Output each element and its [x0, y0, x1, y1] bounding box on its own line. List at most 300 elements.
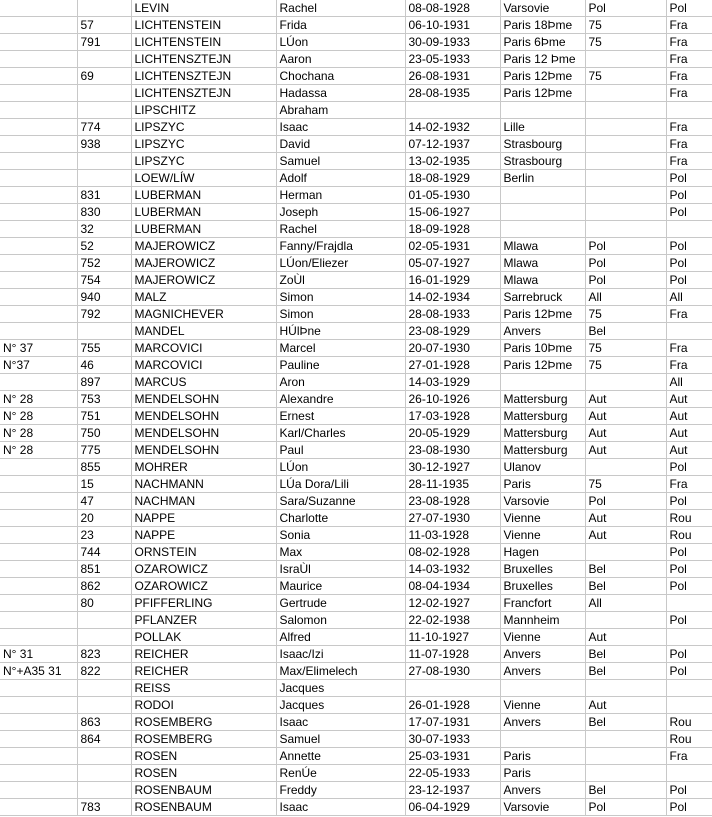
nationality-cell[interactable]: Fra — [666, 119, 712, 136]
nationality-cell[interactable]: Fra — [666, 476, 712, 493]
firstname-cell[interactable]: Alfred — [276, 629, 405, 646]
birthdate-cell[interactable]: 23-08-1929 — [405, 323, 500, 340]
firstname-cell[interactable]: Hadassa — [276, 85, 405, 102]
surname-cell[interactable]: LICHTENSZTEJN — [131, 51, 276, 68]
birthdate-cell[interactable]: 30-12-1927 — [405, 459, 500, 476]
birthdate-cell[interactable]: 15-06-1927 — [405, 204, 500, 221]
birthplace-cell[interactable] — [500, 374, 585, 391]
birthdate-cell[interactable]: 26-08-1931 — [405, 68, 500, 85]
number-cell[interactable]: 15 — [77, 476, 131, 493]
birthplace-cell[interactable]: Paris — [500, 476, 585, 493]
surname-cell[interactable]: MARCOVICI — [131, 357, 276, 374]
birthplace-cell[interactable]: Vienne — [500, 629, 585, 646]
birthdate-cell[interactable]: 14-02-1932 — [405, 119, 500, 136]
number-cell[interactable] — [77, 170, 131, 187]
nationality-cell[interactable] — [666, 595, 712, 612]
number-cell[interactable] — [77, 323, 131, 340]
birthdate-cell[interactable]: 07-12-1937 — [405, 136, 500, 153]
number-cell[interactable]: 755 — [77, 340, 131, 357]
firstname-cell[interactable]: Samuel — [276, 731, 405, 748]
birthplace-cell[interactable]: Mattersburg — [500, 391, 585, 408]
firstname-cell[interactable]: Pauline — [276, 357, 405, 374]
region-cell[interactable]: All — [585, 595, 666, 612]
number-cell[interactable]: 750 — [77, 425, 131, 442]
firstname-cell[interactable]: Frida — [276, 17, 405, 34]
birthdate-cell[interactable]: 14-02-1934 — [405, 289, 500, 306]
surname-cell[interactable]: LICHTENSTEIN — [131, 17, 276, 34]
firstname-cell[interactable]: LÚon — [276, 459, 405, 476]
surname-cell[interactable]: MENDELSOHN — [131, 425, 276, 442]
nationality-cell[interactable]: Pol — [666, 187, 712, 204]
firstname-cell[interactable]: Freddy — [276, 782, 405, 799]
region-cell[interactable]: Bel — [585, 782, 666, 799]
birthplace-cell[interactable] — [500, 187, 585, 204]
note-cell[interactable] — [0, 17, 77, 34]
birthplace-cell[interactable]: Paris 12Þme — [500, 306, 585, 323]
surname-cell[interactable]: ROSEN — [131, 765, 276, 782]
birthdate-cell[interactable]: 01-05-1930 — [405, 187, 500, 204]
region-cell[interactable]: 75 — [585, 17, 666, 34]
birthplace-cell[interactable]: Anvers — [500, 714, 585, 731]
nationality-cell[interactable] — [666, 697, 712, 714]
birthplace-cell[interactable]: Mattersburg — [500, 425, 585, 442]
birthplace-cell[interactable]: Anvers — [500, 646, 585, 663]
nationality-cell[interactable]: All — [666, 289, 712, 306]
birthplace-cell[interactable]: Anvers — [500, 323, 585, 340]
birthplace-cell[interactable] — [500, 204, 585, 221]
nationality-cell[interactable]: Pol — [666, 204, 712, 221]
birthdate-cell[interactable]: 08-08-1928 — [405, 0, 500, 17]
region-cell[interactable] — [585, 221, 666, 238]
note-cell[interactable] — [0, 748, 77, 765]
note-cell[interactable] — [0, 51, 77, 68]
note-cell[interactable] — [0, 187, 77, 204]
note-cell[interactable] — [0, 272, 77, 289]
birthdate-cell[interactable]: 11-07-1928 — [405, 646, 500, 663]
birthdate-cell[interactable]: 22-02-1938 — [405, 612, 500, 629]
region-cell[interactable]: Bel — [585, 578, 666, 595]
note-cell[interactable] — [0, 289, 77, 306]
number-cell[interactable]: 23 — [77, 527, 131, 544]
region-cell[interactable] — [585, 374, 666, 391]
surname-cell[interactable]: MAJEROWICZ — [131, 255, 276, 272]
firstname-cell[interactable]: RenÚe — [276, 765, 405, 782]
surname-cell[interactable]: MAJEROWICZ — [131, 238, 276, 255]
surname-cell[interactable]: REISS — [131, 680, 276, 697]
region-cell[interactable]: Aut — [585, 391, 666, 408]
firstname-cell[interactable]: Isaac — [276, 119, 405, 136]
birthplace-cell[interactable]: Paris 10Þme — [500, 340, 585, 357]
region-cell[interactable] — [585, 170, 666, 187]
number-cell[interactable]: 897 — [77, 374, 131, 391]
region-cell[interactable] — [585, 204, 666, 221]
number-cell[interactable]: 864 — [77, 731, 131, 748]
number-cell[interactable] — [77, 0, 131, 17]
firstname-cell[interactable]: Chochana — [276, 68, 405, 85]
firstname-cell[interactable]: Aron — [276, 374, 405, 391]
surname-cell[interactable]: ROSENBAUM — [131, 782, 276, 799]
surname-cell[interactable]: MAJEROWICZ — [131, 272, 276, 289]
region-cell[interactable]: 75 — [585, 306, 666, 323]
region-cell[interactable]: Aut — [585, 408, 666, 425]
firstname-cell[interactable]: Isaac — [276, 799, 405, 816]
firstname-cell[interactable]: Fanny/Frajdla — [276, 238, 405, 255]
surname-cell[interactable]: LIPSZYC — [131, 136, 276, 153]
surname-cell[interactable]: REICHER — [131, 646, 276, 663]
birthdate-cell[interactable]: 16-01-1929 — [405, 272, 500, 289]
nationality-cell[interactable]: Pol — [666, 646, 712, 663]
region-cell[interactable]: Pol — [585, 255, 666, 272]
note-cell[interactable] — [0, 306, 77, 323]
number-cell[interactable]: 57 — [77, 17, 131, 34]
surname-cell[interactable]: NAPPE — [131, 510, 276, 527]
surname-cell[interactable]: MARCUS — [131, 374, 276, 391]
note-cell[interactable] — [0, 255, 77, 272]
birthdate-cell[interactable]: 22-05-1933 — [405, 765, 500, 782]
birthplace-cell[interactable]: Mlawa — [500, 255, 585, 272]
firstname-cell[interactable]: Ernest — [276, 408, 405, 425]
number-cell[interactable]: 851 — [77, 561, 131, 578]
note-cell[interactable] — [0, 714, 77, 731]
nationality-cell[interactable]: Aut — [666, 425, 712, 442]
birthdate-cell[interactable]: 17-03-1928 — [405, 408, 500, 425]
region-cell[interactable] — [585, 544, 666, 561]
firstname-cell[interactable]: Gertrude — [276, 595, 405, 612]
nationality-cell[interactable]: Pol — [666, 493, 712, 510]
surname-cell[interactable]: MOHRER — [131, 459, 276, 476]
birthplace-cell[interactable]: Paris — [500, 748, 585, 765]
birthdate-cell[interactable]: 05-07-1927 — [405, 255, 500, 272]
note-cell[interactable] — [0, 85, 77, 102]
firstname-cell[interactable]: Max — [276, 544, 405, 561]
nationality-cell[interactable]: Fra — [666, 34, 712, 51]
firstname-cell[interactable]: Max/Elimelech — [276, 663, 405, 680]
region-cell[interactable]: Bel — [585, 714, 666, 731]
nationality-cell[interactable]: Pol — [666, 561, 712, 578]
region-cell[interactable] — [585, 119, 666, 136]
birthplace-cell[interactable]: Paris 18Þme — [500, 17, 585, 34]
region-cell[interactable] — [585, 85, 666, 102]
firstname-cell[interactable]: IsraÙl — [276, 561, 405, 578]
firstname-cell[interactable]: ZoÙl — [276, 272, 405, 289]
birthplace-cell[interactable]: Ulanov — [500, 459, 585, 476]
nationality-cell[interactable]: Fra — [666, 17, 712, 34]
firstname-cell[interactable]: Jacques — [276, 680, 405, 697]
birthplace-cell[interactable] — [500, 102, 585, 119]
note-cell[interactable]: N° 28 — [0, 391, 77, 408]
birthplace-cell[interactable]: Varsovie — [500, 0, 585, 17]
number-cell[interactable] — [77, 51, 131, 68]
nationality-cell[interactable]: Fra — [666, 340, 712, 357]
nationality-cell[interactable]: Pol — [666, 663, 712, 680]
region-cell[interactable]: 75 — [585, 340, 666, 357]
surname-cell[interactable]: RODOI — [131, 697, 276, 714]
number-cell[interactable] — [77, 153, 131, 170]
number-cell[interactable]: 862 — [77, 578, 131, 595]
firstname-cell[interactable]: Charlotte — [276, 510, 405, 527]
surname-cell[interactable]: ROSEMBERG — [131, 714, 276, 731]
surname-cell[interactable]: NAPPE — [131, 527, 276, 544]
surname-cell[interactable]: MARCOVICI — [131, 340, 276, 357]
region-cell[interactable] — [585, 51, 666, 68]
region-cell[interactable] — [585, 748, 666, 765]
firstname-cell[interactable]: Simon — [276, 306, 405, 323]
birthdate-cell[interactable]: 26-01-1928 — [405, 697, 500, 714]
birthdate-cell[interactable]: 23-12-1937 — [405, 782, 500, 799]
firstname-cell[interactable]: HÚlÞne — [276, 323, 405, 340]
birthplace-cell[interactable]: Bruxelles — [500, 578, 585, 595]
surname-cell[interactable]: LIPSCHITZ — [131, 102, 276, 119]
birthplace-cell[interactable]: Strasbourg — [500, 153, 585, 170]
firstname-cell[interactable]: Rachel — [276, 0, 405, 17]
birthdate-cell[interactable]: 18-08-1929 — [405, 170, 500, 187]
firstname-cell[interactable]: LÚa Dora/Lili — [276, 476, 405, 493]
note-cell[interactable] — [0, 799, 77, 816]
number-cell[interactable]: 822 — [77, 663, 131, 680]
birthplace-cell[interactable]: Mlawa — [500, 238, 585, 255]
surname-cell[interactable]: REICHER — [131, 663, 276, 680]
birthplace-cell[interactable]: Mattersburg — [500, 442, 585, 459]
number-cell[interactable]: 792 — [77, 306, 131, 323]
firstname-cell[interactable]: Aaron — [276, 51, 405, 68]
birthdate-cell[interactable]: 28-08-1933 — [405, 306, 500, 323]
region-cell[interactable]: Aut — [585, 510, 666, 527]
surname-cell[interactable]: MALZ — [131, 289, 276, 306]
birthplace-cell[interactable]: Bruxelles — [500, 561, 585, 578]
number-cell[interactable]: 775 — [77, 442, 131, 459]
birthdate-cell[interactable]: 23-08-1928 — [405, 493, 500, 510]
firstname-cell[interactable]: Joseph — [276, 204, 405, 221]
note-cell[interactable] — [0, 221, 77, 238]
region-cell[interactable] — [585, 765, 666, 782]
region-cell[interactable]: Pol — [585, 0, 666, 17]
number-cell[interactable] — [77, 102, 131, 119]
birthplace-cell[interactable]: Hagen — [500, 544, 585, 561]
firstname-cell[interactable]: Isaac — [276, 714, 405, 731]
number-cell[interactable] — [77, 782, 131, 799]
birthplace-cell[interactable]: Vienne — [500, 697, 585, 714]
region-cell[interactable]: Pol — [585, 799, 666, 816]
firstname-cell[interactable]: Adolf — [276, 170, 405, 187]
number-cell[interactable] — [77, 629, 131, 646]
note-cell[interactable] — [0, 680, 77, 697]
surname-cell[interactable]: LUBERMAN — [131, 187, 276, 204]
birthdate-cell[interactable]: 14-03-1929 — [405, 374, 500, 391]
note-cell[interactable] — [0, 493, 77, 510]
number-cell[interactable]: 938 — [77, 136, 131, 153]
number-cell[interactable]: 831 — [77, 187, 131, 204]
region-cell[interactable]: All — [585, 289, 666, 306]
birthdate-cell[interactable]: 12-02-1927 — [405, 595, 500, 612]
firstname-cell[interactable]: LÚon — [276, 34, 405, 51]
nationality-cell[interactable]: Pol — [666, 544, 712, 561]
nationality-cell[interactable]: Rou — [666, 527, 712, 544]
region-cell[interactable]: Pol — [585, 272, 666, 289]
note-cell[interactable]: N° 28 — [0, 408, 77, 425]
nationality-cell[interactable]: Aut — [666, 408, 712, 425]
birthdate-cell[interactable]: 08-02-1928 — [405, 544, 500, 561]
birthplace-cell[interactable]: Paris 12Þme — [500, 357, 585, 374]
note-cell[interactable] — [0, 782, 77, 799]
surname-cell[interactable]: LEVIN — [131, 0, 276, 17]
region-cell[interactable] — [585, 136, 666, 153]
region-cell[interactable] — [585, 612, 666, 629]
firstname-cell[interactable]: Simon — [276, 289, 405, 306]
note-cell[interactable] — [0, 544, 77, 561]
surname-cell[interactable]: LICHTENSZTEJN — [131, 68, 276, 85]
nationality-cell[interactable]: Rou — [666, 510, 712, 527]
nationality-cell[interactable]: Rou — [666, 731, 712, 748]
note-cell[interactable] — [0, 136, 77, 153]
firstname-cell[interactable]: Annette — [276, 748, 405, 765]
number-cell[interactable]: 753 — [77, 391, 131, 408]
nationality-cell[interactable] — [666, 629, 712, 646]
firstname-cell[interactable]: Paul — [276, 442, 405, 459]
birthdate-cell[interactable]: 23-05-1933 — [405, 51, 500, 68]
firstname-cell[interactable]: Marcel — [276, 340, 405, 357]
firstname-cell[interactable]: Salomon — [276, 612, 405, 629]
number-cell[interactable]: 830 — [77, 204, 131, 221]
number-cell[interactable] — [77, 748, 131, 765]
surname-cell[interactable]: MAGNICHEVER — [131, 306, 276, 323]
birthplace-cell[interactable]: Strasbourg — [500, 136, 585, 153]
note-cell[interactable] — [0, 102, 77, 119]
number-cell[interactable]: 791 — [77, 34, 131, 51]
note-cell[interactable]: N° 28 — [0, 442, 77, 459]
region-cell[interactable]: 75 — [585, 34, 666, 51]
note-cell[interactable] — [0, 731, 77, 748]
nationality-cell[interactable]: Pol — [666, 255, 712, 272]
region-cell[interactable] — [585, 102, 666, 119]
firstname-cell[interactable]: Sara/Suzanne — [276, 493, 405, 510]
region-cell[interactable] — [585, 680, 666, 697]
firstname-cell[interactable]: Rachel — [276, 221, 405, 238]
birthplace-cell[interactable]: Varsovie — [500, 493, 585, 510]
region-cell[interactable]: 75 — [585, 476, 666, 493]
surname-cell[interactable]: OZAROWICZ — [131, 561, 276, 578]
birthplace-cell[interactable]: Paris 6Þme — [500, 34, 585, 51]
birthdate-cell[interactable]: 06-10-1931 — [405, 17, 500, 34]
birthplace-cell[interactable]: Mlawa — [500, 272, 585, 289]
surname-cell[interactable]: PFIFFERLING — [131, 595, 276, 612]
number-cell[interactable] — [77, 85, 131, 102]
nationality-cell[interactable]: Pol — [666, 782, 712, 799]
note-cell[interactable] — [0, 578, 77, 595]
number-cell[interactable]: 52 — [77, 238, 131, 255]
surname-cell[interactable]: LOEW/LÍW — [131, 170, 276, 187]
note-cell[interactable] — [0, 34, 77, 51]
nationality-cell[interactable]: Pol — [666, 272, 712, 289]
birthplace-cell[interactable]: Francfort — [500, 595, 585, 612]
nationality-cell[interactable] — [666, 102, 712, 119]
birthdate-cell[interactable]: 30-07-1933 — [405, 731, 500, 748]
nationality-cell[interactable]: Pol — [666, 459, 712, 476]
nationality-cell[interactable]: Fra — [666, 748, 712, 765]
surname-cell[interactable]: MENDELSOHN — [131, 442, 276, 459]
note-cell[interactable]: N°37 — [0, 357, 77, 374]
birthplace-cell[interactable]: Paris 12 Þme — [500, 51, 585, 68]
note-cell[interactable] — [0, 595, 77, 612]
birthdate-cell[interactable]: 20-07-1930 — [405, 340, 500, 357]
birthdate-cell[interactable]: 25-03-1931 — [405, 748, 500, 765]
nationality-cell[interactable]: All — [666, 374, 712, 391]
region-cell[interactable]: Pol — [585, 238, 666, 255]
note-cell[interactable] — [0, 119, 77, 136]
number-cell[interactable]: 823 — [77, 646, 131, 663]
number-cell[interactable]: 69 — [77, 68, 131, 85]
note-cell[interactable] — [0, 0, 77, 17]
number-cell[interactable]: 774 — [77, 119, 131, 136]
birthdate-cell[interactable]: 23-08-1930 — [405, 442, 500, 459]
birthdate-cell[interactable]: 27-08-1930 — [405, 663, 500, 680]
birthplace-cell[interactable]: Varsovie — [500, 799, 585, 816]
region-cell[interactable]: Aut — [585, 425, 666, 442]
firstname-cell[interactable]: Isaac/Izi — [276, 646, 405, 663]
birthdate-cell[interactable]: 02-05-1931 — [405, 238, 500, 255]
firstname-cell[interactable]: David — [276, 136, 405, 153]
nationality-cell[interactable]: Fra — [666, 306, 712, 323]
note-cell[interactable] — [0, 612, 77, 629]
nationality-cell[interactable]: Fra — [666, 68, 712, 85]
surname-cell[interactable]: MENDELSOHN — [131, 391, 276, 408]
number-cell[interactable]: 783 — [77, 799, 131, 816]
number-cell[interactable]: 754 — [77, 272, 131, 289]
note-cell[interactable]: N°+A35 31 — [0, 663, 77, 680]
nationality-cell[interactable]: Fra — [666, 85, 712, 102]
surname-cell[interactable]: ROSEMBERG — [131, 731, 276, 748]
note-cell[interactable] — [0, 527, 77, 544]
birthdate-cell[interactable]: 11-10-1927 — [405, 629, 500, 646]
region-cell[interactable] — [585, 153, 666, 170]
number-cell[interactable]: 752 — [77, 255, 131, 272]
birthdate-cell[interactable]: 27-07-1930 — [405, 510, 500, 527]
nationality-cell[interactable]: Fra — [666, 51, 712, 68]
note-cell[interactable] — [0, 204, 77, 221]
birthdate-cell[interactable]: 17-07-1931 — [405, 714, 500, 731]
birthplace-cell[interactable]: Vienne — [500, 527, 585, 544]
birthdate-cell[interactable]: 28-11-1935 — [405, 476, 500, 493]
region-cell[interactable]: Aut — [585, 697, 666, 714]
birthplace-cell[interactable] — [500, 680, 585, 697]
region-cell[interactable] — [585, 731, 666, 748]
region-cell[interactable]: Bel — [585, 663, 666, 680]
surname-cell[interactable]: POLLAK — [131, 629, 276, 646]
nationality-cell[interactable]: Pol — [666, 238, 712, 255]
region-cell[interactable]: Bel — [585, 323, 666, 340]
number-cell[interactable]: 80 — [77, 595, 131, 612]
region-cell[interactable]: Aut — [585, 527, 666, 544]
nationality-cell[interactable]: Pol — [666, 578, 712, 595]
surname-cell[interactable]: LIPSZYC — [131, 153, 276, 170]
firstname-cell[interactable]: Karl/Charles — [276, 425, 405, 442]
number-cell[interactable]: 855 — [77, 459, 131, 476]
note-cell[interactable]: N° 37 — [0, 340, 77, 357]
nationality-cell[interactable]: Fra — [666, 357, 712, 374]
note-cell[interactable] — [0, 561, 77, 578]
note-cell[interactable] — [0, 476, 77, 493]
nationality-cell[interactable] — [666, 323, 712, 340]
note-cell[interactable] — [0, 510, 77, 527]
number-cell[interactable]: 744 — [77, 544, 131, 561]
birthdate-cell[interactable]: 14-03-1932 — [405, 561, 500, 578]
nationality-cell[interactable]: Pol — [666, 612, 712, 629]
region-cell[interactable] — [585, 459, 666, 476]
surname-cell[interactable]: LICHTENSZTEJN — [131, 85, 276, 102]
number-cell[interactable]: 47 — [77, 493, 131, 510]
birthdate-cell[interactable]: 20-05-1929 — [405, 425, 500, 442]
surname-cell[interactable]: NACHMANN — [131, 476, 276, 493]
surname-cell[interactable]: LICHTENSTEIN — [131, 34, 276, 51]
